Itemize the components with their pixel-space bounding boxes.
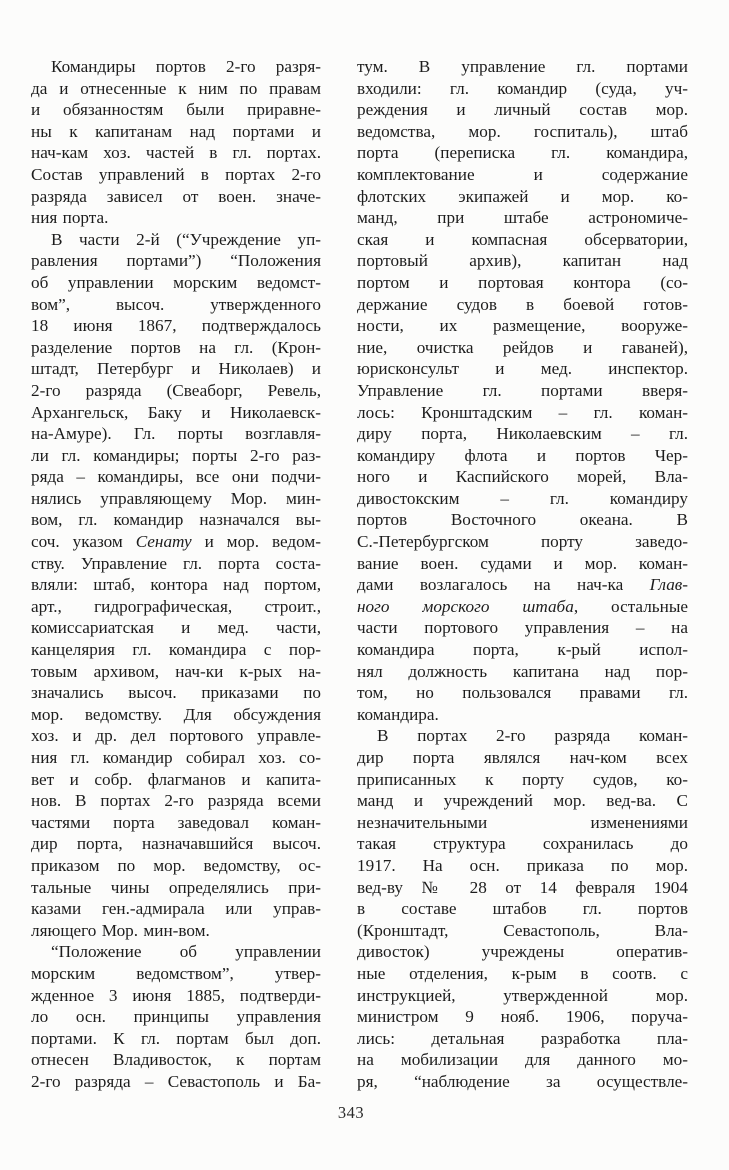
text-line: ния порта. [31,208,109,228]
text-line: министром 9 нояб. 1906, поруча- [357,1007,688,1027]
page-number: 343 [337,1103,365,1122]
text-line: нач-кам хоз. частей в гл. портах. [31,143,321,163]
text-line: равления портами”) “Положения [31,251,321,271]
text-line: портом и портовая контора (со- [357,272,688,292]
text-line: да и отнесенные к ним по правам [31,78,321,98]
text-line: нял должность капитана над пор- [357,661,688,681]
text-line: и обязанностям были приравне- [31,100,321,120]
text-line: разряда зависел от воен. значе- [31,186,321,206]
text-line: частями порта заведовал коман- [31,812,321,832]
left-column [31,56,321,1093]
text-line: значались высоч. приказами по [31,683,321,703]
text-line: вед-ву № 28 от 14 февраля 1904 [357,877,688,897]
text-line: В части 2-й (“Учреждение уп- [51,229,321,249]
text-line: дивосток) учреждены оператив- [357,942,688,962]
text-line: канцелярия гл. командира с пор- [31,640,321,660]
text-line: хоз. и др. дел портового управле- [31,726,321,746]
text-line: приказом по мор. ведомству, ос- [31,855,321,875]
text-line: такая структура сохранилась до [357,834,688,854]
right-column [357,56,688,1093]
text-line: ния гл. командир собирал хоз. со- [31,748,321,767]
text-line: приписанных к порту судов, ко- [357,769,688,789]
text-line: нов. В портах 2-го разряда всеми [31,791,321,811]
text-line: Архангельск, Баку и Николаевск- [31,402,321,422]
paragraph [357,56,688,725]
italic-term: Глав- [649,575,688,595]
text-line: портов Восточного океана. В [357,510,688,530]
text-line: незначительными изменениями [357,812,688,832]
text-line: арт., гидрографическая, строит., [31,596,321,616]
text-line: флотских экипажей и мор. ко- [357,186,688,206]
text-line: ного и Каспийского морей, Вла- [357,467,688,487]
text-line: дивостокским – гл. командиру [357,488,688,508]
text-line: тум. В управление гл. портами [357,57,688,76]
text-line: входили: гл. командир (суда, уч- [357,78,688,98]
text-line: вом”, высоч. утвержденного [31,294,321,314]
text-segment: и мор. ведом- [191,532,321,552]
text-line: ли гл. командиры; порты 2-го раз- [31,445,321,465]
text-line: порта (переписка гл. командира, [357,143,688,163]
text-line: том, но пользовался правами гл. [357,683,688,703]
text-line: ству. Управление гл. порта соста- [31,553,321,573]
text-line: инструкцией, утвержденной мор. [357,985,688,1005]
text-line: комплектование и содержание [357,164,688,184]
text-line: 1917. На осн. приказа по мор. [357,855,688,875]
italic-term: ного морского штаба [357,596,574,616]
text-line: ведомства, мор. госпиталь), штаб [357,121,688,141]
paragraph [31,941,321,1092]
text-line: юрисконсульт и мед. инспектор. [357,359,688,379]
text-line: ская и компасная обсерватории, [357,229,688,249]
text-line: жденное 3 июня 1885, подтверди- [31,985,321,1005]
text-line: вляли: штаб, контора над портом, [31,575,321,595]
text-line: тальные чины определялись при- [31,877,321,897]
text-line: разделение портов на гл. (Крон- [31,337,321,357]
text-line: манд и учреждений мор. вед-ва. С [357,791,688,811]
text-line: ние, очистка рейдов и гаваней), [357,337,688,357]
text-segment: соч. указом [31,532,136,552]
text-line [31,531,321,553]
text-line: вет и собр. флагманов и капита- [31,769,321,789]
text-line: ря, “наблюдение за осуществле- [357,1071,688,1091]
paragraph [31,229,321,942]
text-line: лись: детальная разработка пла- [357,1028,688,1048]
text-line: на мобилизации для данного мо- [357,1050,688,1070]
text-segment: дами возлагалось на нач-ка [357,575,650,595]
text-line: дир порта, назначавшийся высоч. [31,834,321,854]
text-line: ло осн. принципы управления [31,1007,321,1027]
text-line: командиру флота и портов Чер- [357,445,688,465]
text-line: ряда – командиры, все они подчи- [31,467,321,487]
text-line: дир порта являлся нач-ком всех [357,748,688,767]
text-line: об управлении морским ведомст- [31,272,321,292]
paragraph [357,725,688,1092]
text-line: Командиры портов 2-го разря- [51,57,321,76]
text-line [357,574,688,596]
text-line: нялись управляющему Мор. мин- [31,488,321,508]
text-line: отнесен Владивосток, к портам [31,1050,321,1070]
paragraph [31,56,321,229]
text-line [357,596,688,618]
text-line: вание воен. судами и мор. коман- [357,553,688,573]
text-line: портами. К гл. портам был доп. [31,1028,321,1048]
italic-term: Сенату [135,532,192,552]
text-line: 18 июня 1867, подтверждалось [31,316,321,336]
text-line: портовый архив), капитан над [357,251,688,271]
text-line: С.-Петербургском порту заведо- [357,532,688,552]
text-line: вом, гл. командир назначался вы- [31,510,321,530]
text-segment: , остальные [573,596,688,616]
text-line: казами ген.-адмирала или управ- [31,899,321,919]
text-line: ны к капитанам над портами и [31,121,321,141]
text-line: в составе штабов гл. портов [357,899,688,919]
text-line: Состав управлений в портах 2-го [31,164,321,184]
text-line: “Положение об управлении [51,942,321,962]
text-line: на-Амуре). Гл. порты возглавля- [31,424,321,444]
text-line: 2-го разряда – Севастополь и Ба- [31,1071,321,1091]
text-line: ные отделения, к-рым в соотв. с [357,963,688,983]
text-line: 2-го разряда (Свеаборг, Ревель, [31,380,321,400]
text-line: командира. [357,704,439,724]
text-line: ляющего Мор. мин-вом. [31,920,210,940]
text-line: части портового управления – на [357,618,688,638]
text-line: ности, их размещение, вооруже- [357,316,688,336]
text-line: командира порта, к-рый испол- [357,640,688,660]
text-line: В портах 2-го разряда коман- [377,726,688,746]
text-line: морским ведомством”, утвер- [31,963,321,983]
text-columns [31,56,688,1093]
text-line: диру порта, Николаевским – гл. [357,424,688,444]
text-line: Управление гл. портами вверя- [357,380,688,400]
text-line: держание судов в боевой готов- [357,294,688,314]
text-line: штадт, Петербург и Николаев) и [31,359,321,379]
text-line: мор. ведомству. Для обсуждения [31,704,321,724]
text-line: комиссариатская и мед. части, [31,618,321,638]
text-line: товым архивом, нач-ки к-рых на- [31,661,321,681]
text-line: (Кронштадт, Севастополь, Вла- [357,920,688,940]
text-line: реждения и личный состав мор. [357,100,688,120]
text-line: лось: Кронштадским – гл. коман- [357,402,688,422]
text-line: манд, при штабе астрономиче- [357,208,688,228]
